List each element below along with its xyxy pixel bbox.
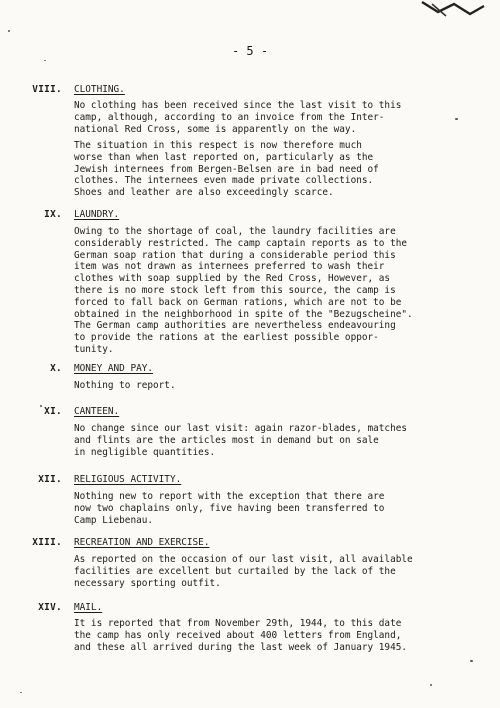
section-heading: MAIL.: [74, 602, 103, 613]
section-paragraph: The situation in this respect is now therefore much worse than when last reported on, particularly as the Jewish internees from Bergen-Belsen are in bad need of clothes. The internees even made private collections. Shoes and leather are also exceedingly scarce.: [74, 140, 379, 199]
section-numeral: XI.: [44, 406, 62, 417]
section-paragraph: No clothing has been received since the last visit to this camp, although, according to an invoice from the Inter- national Red Cross, some is apparently on the way.: [74, 100, 402, 135]
scan-speck: [470, 660, 473, 662]
section-heading: RECREATION AND EXERCISE.: [74, 537, 210, 548]
section-heading: LAUNDRY.: [74, 209, 120, 220]
section-paragraph: It is reported that from November 29th, 1944, to this date the camp has only received about 400 letters from England, and these all arrived during the last week of January 1945.: [74, 618, 408, 653]
section-numeral: XIV.: [38, 602, 62, 613]
section-numeral: IX.: [44, 209, 62, 220]
corner-stamp-mark: [418, 0, 488, 22]
section-paragraph: No change since our last visit: again razor-blades, matches and flints are the articles most in demand but on sale in negligible quantities.: [74, 423, 408, 458]
scan-speck: [8, 30, 10, 32]
section-numeral: X.: [50, 363, 62, 374]
section-paragraph: Nothing new to report with the exception that there are now two chaplains only, five having been transferred to Camp Liebenau.: [74, 491, 385, 526]
section-numeral: XIII.: [32, 537, 62, 548]
scan-speck: [44, 60, 46, 61]
section-heading: CLOTHING.: [74, 84, 125, 95]
scan-speck: [455, 118, 458, 120]
section-heading: CANTEEN.: [74, 406, 120, 417]
section-numeral: VIII.: [32, 84, 62, 95]
section-numeral: XII.: [38, 474, 62, 485]
section-heading: RELIGIOUS ACTIVITY.: [74, 474, 182, 485]
page-number: - 5 -: [231, 44, 269, 58]
scan-speck: [430, 684, 432, 686]
section-heading: MONEY AND PAY.: [74, 363, 154, 374]
section-paragraph: Owing to the shortage of coal, the laundry facilities are considerably restricted. The camp captain reports as to the German soap ration that during a considerable period this item was not drawn as internees preferred to wash their clothes with soap supplied by the Red Cross, However, as there is no more stock left from this source, the camp is forced to fall back on German rations, which are not to be obtained in the neighborhood in spite of the "Bezugscheine". The German camp authorities are nevertheless endeavouring to provide the rations at the earliest possible oppor- tunity.: [74, 226, 413, 355]
scan-speck: [20, 692, 22, 693]
section-paragraph: Nothing to report.: [74, 380, 176, 391]
scan-speck: [40, 405, 42, 407]
section-paragraph: As reported on the occasion of our last visit, all available facilities are excellent but curtailed by the lack of the necessary sporting outfit.: [74, 554, 413, 589]
